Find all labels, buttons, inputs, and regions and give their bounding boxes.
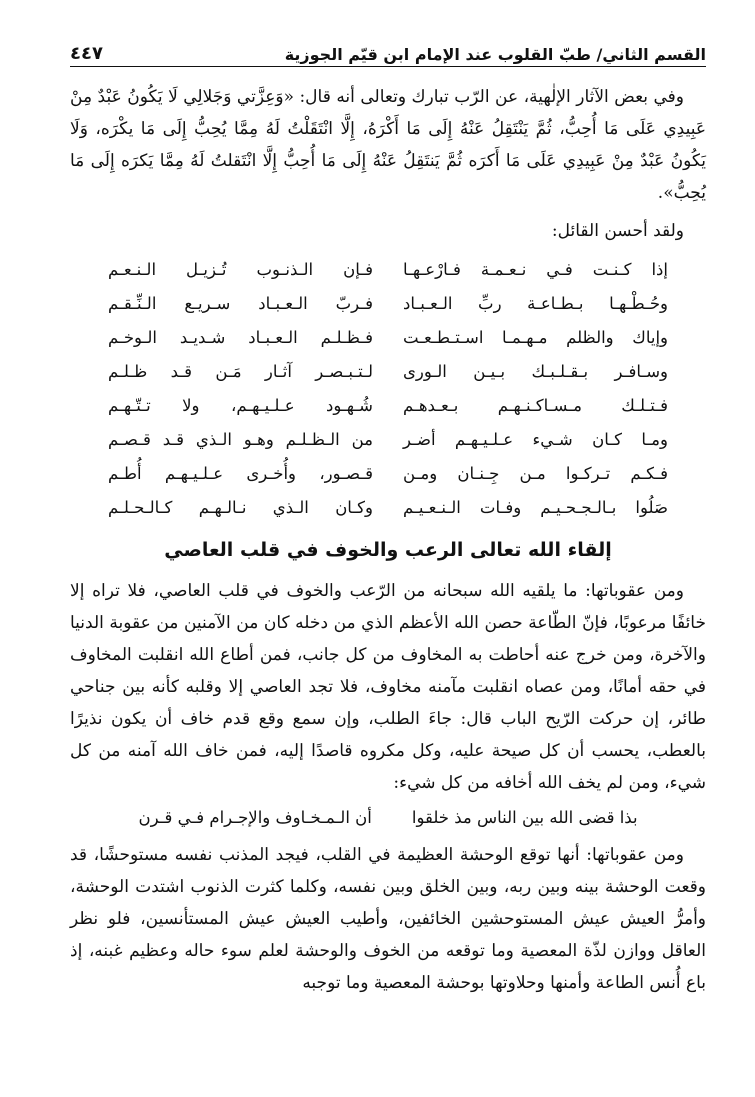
verse-first-hemistich: بذا قضى الله بين الناس مذ خلقوا	[411, 808, 638, 827]
verse-second-hemistich: شُـهـود عـلـيـهـم، ولا تـتّـهـم	[108, 396, 373, 415]
book-page	[70, 34, 706, 999]
verse-first-hemistich: صَلُوا بـالـجـحـيـم وفـات الـنـعـيـم	[403, 498, 668, 517]
verse-second-hemistich: وكـان الـذي نـالـهـم كـالـحـلـم	[108, 498, 373, 517]
verse-second-hemistich: فـربّ الـعـبـاد سـريـع الـنِّـقـم	[108, 294, 373, 313]
verse-second-hemistich: فـظـلـم الـعـبـاد شـديـد الـوخـم	[108, 328, 373, 347]
verse-first-hemistich: وسـافـر بـقـلـبـك بـيـن الـورى	[403, 362, 668, 381]
verse-first-hemistich: فـكـم تـركـوا مـن جِـنـان ومـن	[403, 464, 668, 483]
verse-second-hemistich: من الـظـلـم وهـو الـذي قـد قـصـم	[108, 430, 373, 449]
poem	[108, 253, 668, 525]
verse-first-hemistich: وإياك والظلم مـهـمـا اسـتـطـعـت	[403, 328, 668, 347]
poem-verse	[108, 423, 668, 457]
poem-verse	[108, 287, 668, 321]
body-paragraph: ومن عقوباتها: ما يلقيه الله سبحانه من الرّعب والخوف في قلب العاصي، فلا تراه إلا خائفًا مرعوبًا، فإنّ الطّاعة حصن الله الأعظم الذي من دخله كان من الآمنين من عقوبة الدنيا والآخرة، ومن خرج عنه أحاطت به المخاوف من كل جانب، فمن أطاع الله انقلبت المخاوف في حقه أمانًا، ومن عصاه انقلبت مآمنه مخاوف، فلا تجد العاصي إلا وقلبه كأنه بين جناحي طائر، إن حركت الرّيح الباب قال: جاءَ الطلب، وإن سمع وقع قدم خاف أن يكون نذيرًا بالعطب، يحسب أن كل صيحة عليه، وكل مكروه قاصدًا إليه، فمن خاف الله آمنه من كل شيء، ومن لم يخف الله أخافه من كل شيء:	[70, 581, 706, 793]
running-header-title: القسم الثاني/ طبّ القلوب عند الإمام ابن قيّم الجوزية	[284, 45, 706, 64]
verse-second-hemistich: فـإن الـذنـوب تُـزيـل الـنـعـم	[108, 260, 373, 279]
poem-verse	[108, 355, 668, 389]
poem-verse	[108, 457, 668, 491]
verse-second-hemistich: أن الـمـخـاوف والإجـرام فـي قـرن	[138, 808, 372, 827]
poem-verse	[108, 389, 668, 423]
verse-second-hemistich: قـصـور، وأُخـرى عـلـيـهـم أُطـم	[108, 464, 373, 483]
running-header	[70, 34, 706, 67]
verse-first-hemistich: إذا كـنـت فـي نـعـمـة فـارْعـهـا	[403, 260, 668, 279]
poem-verse	[108, 321, 668, 355]
verse-first-hemistich: وحُـطْـهـا بـطـاعـة ربِّ الـعـبـاد	[403, 294, 668, 313]
poem-verse	[108, 491, 668, 525]
body-paragraph: ومن عقوباتها: أنها توقع الوحشة العظيمة في القلب، فيجد المذنب نفسه مستوحشًا، قد وقعت الوحشة بينه وبين ربه، وبين الخلق وبين نفسه، وكلما كثرت الذنوب اشتدت الوحشة، وأمرُّ العيش عيش المستوحشين الخائفين، وأطيب العيش عيش المستأنسين، فلو نظر العاقل ووازن لذّة المعصية وما توقعه من الخوف والوحشة لعلم سوء حاله وعظيم غبنه، إذ باع أُنس الطاعة وأمنها وحلاوتها بوحشة المعصية وما توجبه	[70, 845, 706, 993]
hadith-paragraph: وفي بعض الآثار الإلٰهية، عن الرّب تبارك وتعالى أنه قال: «وَعِزَّتي وَجَلالِي لَا يَكُونُ عَبْدٌ مِنْ عَبِيدِي عَلَى مَا أُحِبُّ، ثُمَّ يَنْتَقِلُ عَنْهُ إِلَى مَا أَكْرَهُ، إِلَّا انْتَقَلْتُ لَهُ مِمَّا يُحِبُّ إِلَى مَا يكْرَه، وَلَا يَكُونُ عَبْدٌ مِنْ عَبِيدِي عَلَى مَا أَكرَه ثُمَّ يَنتَقِلُ عَنْهُ إِلَى مَا أُحِبُّ إِلَّا انْتَقلتُ لَهُ مِمَّا يَكرَه إِلَى مَا يُحِبُّ».	[70, 87, 706, 203]
verse-second-hemistich: لـتـبـصـر آثـار مَـن قـد ظـلـم	[108, 362, 373, 381]
poem-intro: ولقد أحسن القائل:	[551, 221, 684, 241]
single-verse	[70, 801, 706, 835]
verse-first-hemistich: فـتـلـك مـسـاكـنـهـم بـعـدهـم	[403, 396, 668, 415]
verse-first-hemistich: ومـا كـان شـيء عـلـيـهـم أضـر	[403, 430, 668, 449]
section-heading: إلقاء الله تعالى الرعب والخوف في قلب العاصي	[164, 539, 612, 561]
page-number: ٤٤٧	[70, 43, 103, 64]
poem-verse	[108, 253, 668, 287]
